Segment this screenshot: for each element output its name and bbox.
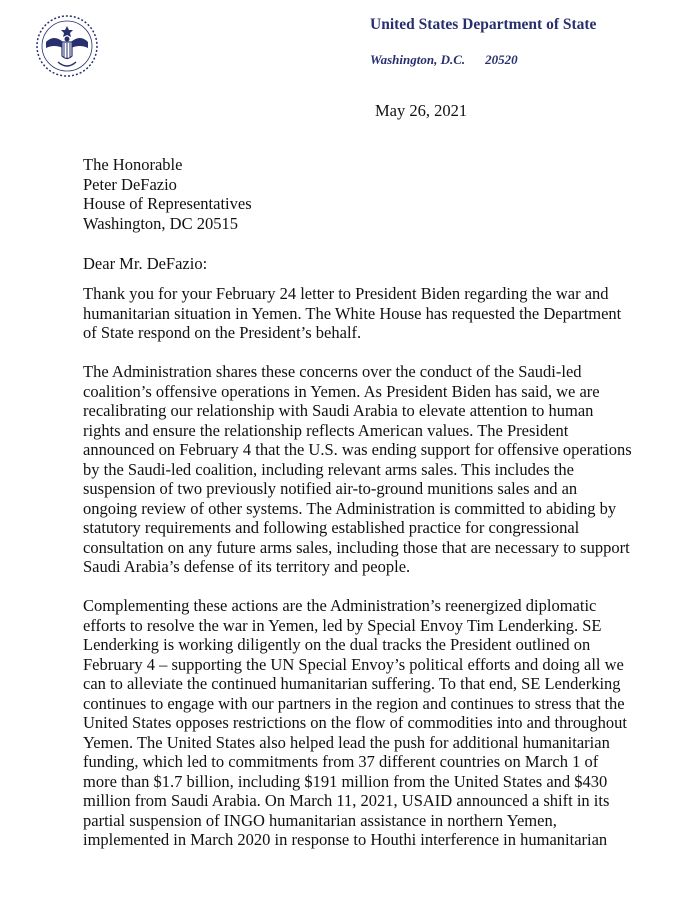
- recipient-line: Peter DeFazio: [83, 174, 177, 194]
- body-line: coalition’s offensive operations in Yemen. As President Biden has said, we are: [83, 381, 600, 401]
- body-line: recalibrating our relationship with Saudi Arabia to elevate attention to human: [83, 401, 594, 420]
- recipient-address: [83, 155, 252, 233]
- body-line: United States opposes restrictions on the flow of commodities into and throughout: [83, 713, 627, 732]
- letterhead-department: United States Department of State: [370, 16, 597, 33]
- salutation: Dear Mr. DeFazio:: [83, 254, 208, 273]
- body-line: suspension of two previously notified air-to-ground munitions sales and an: [83, 479, 578, 498]
- body-line: Saudi Arabia’s defense of its territory and people.: [83, 557, 411, 576]
- body-line: The Administration shares these concerns over the conduct of the Saudi-led: [83, 362, 582, 381]
- body-line: million from Saudi Arabia. On March 11, 2021, USAID announced a shift in its: [83, 791, 610, 810]
- letterhead-zip: 20520: [485, 52, 518, 67]
- letterhead-city: Washington, D.C.: [370, 52, 466, 67]
- recipient-line: The Honorable: [83, 155, 183, 174]
- recipient-line: Washington, DC 20515: [83, 213, 238, 233]
- body-line: announced on February 4 that the U.S. was ending support for offensive operations: [83, 440, 632, 459]
- body-line: implemented in March 2020 in response to Houthi interference in humanitarian: [83, 830, 608, 849]
- body-line: Yemen. The United States also helped lead the push for additional humanitarian: [83, 732, 610, 752]
- body-line: Lenderking is working diligently on the dual tracks the President outlined on: [83, 635, 591, 654]
- letter-body: [83, 284, 632, 869]
- body-paragraph: [83, 596, 632, 850]
- body-paragraph: [83, 284, 632, 343]
- body-line: of State respond on the President’s behalf.: [83, 323, 362, 342]
- body-line: ongoing review of other systems. The Administration is committed to abiding by: [83, 498, 617, 518]
- body-line: statutory requirements and following established practice for congressional: [83, 518, 580, 537]
- body-paragraph: [83, 362, 632, 577]
- body-line: partial suspension of INGO humanitarian assistance in northern Yemen,: [83, 810, 557, 830]
- body-line: continues to engage with our partners in the region and continues to stress that the: [83, 693, 625, 713]
- state-department-seal-icon: [36, 12, 98, 80]
- letterhead-address: [370, 52, 518, 68]
- body-line: efforts to resolve the war in Yemen, led by Special Envoy Tim Lenderking. SE: [83, 615, 602, 635]
- body-line: Complementing these actions are the Administration’s reenergized diplomatic: [83, 596, 597, 615]
- body-line: Thank you for your February 24 letter to President Biden regarding the war and: [83, 284, 609, 303]
- body-line: February 4 – supporting the UN Special Envoy’s political efforts and doing all we: [83, 654, 624, 674]
- letter-date: May 26, 2021: [375, 101, 468, 120]
- recipient-line: House of Representatives: [83, 194, 252, 213]
- body-line: can to alleviate the continued humanitarian suffering. To that end, SE Lenderking: [83, 674, 621, 693]
- body-line: humanitarian situation in Yemen. The White House has requested the Department: [83, 303, 622, 323]
- body-line: by the Saudi-led coalition, including relevant arms sales. This includes the: [83, 459, 574, 479]
- body-line: more than $1.7 billion, including $191 million from the United States and $430: [83, 771, 608, 791]
- body-line: rights and ensure the relationship reflects American values. The President: [83, 420, 569, 440]
- body-line: funding, which led to commitments from 37 different countries on March 1 of: [83, 752, 599, 771]
- body-line: consultation on any future arms sales, including those that are necessary to support: [83, 537, 630, 557]
